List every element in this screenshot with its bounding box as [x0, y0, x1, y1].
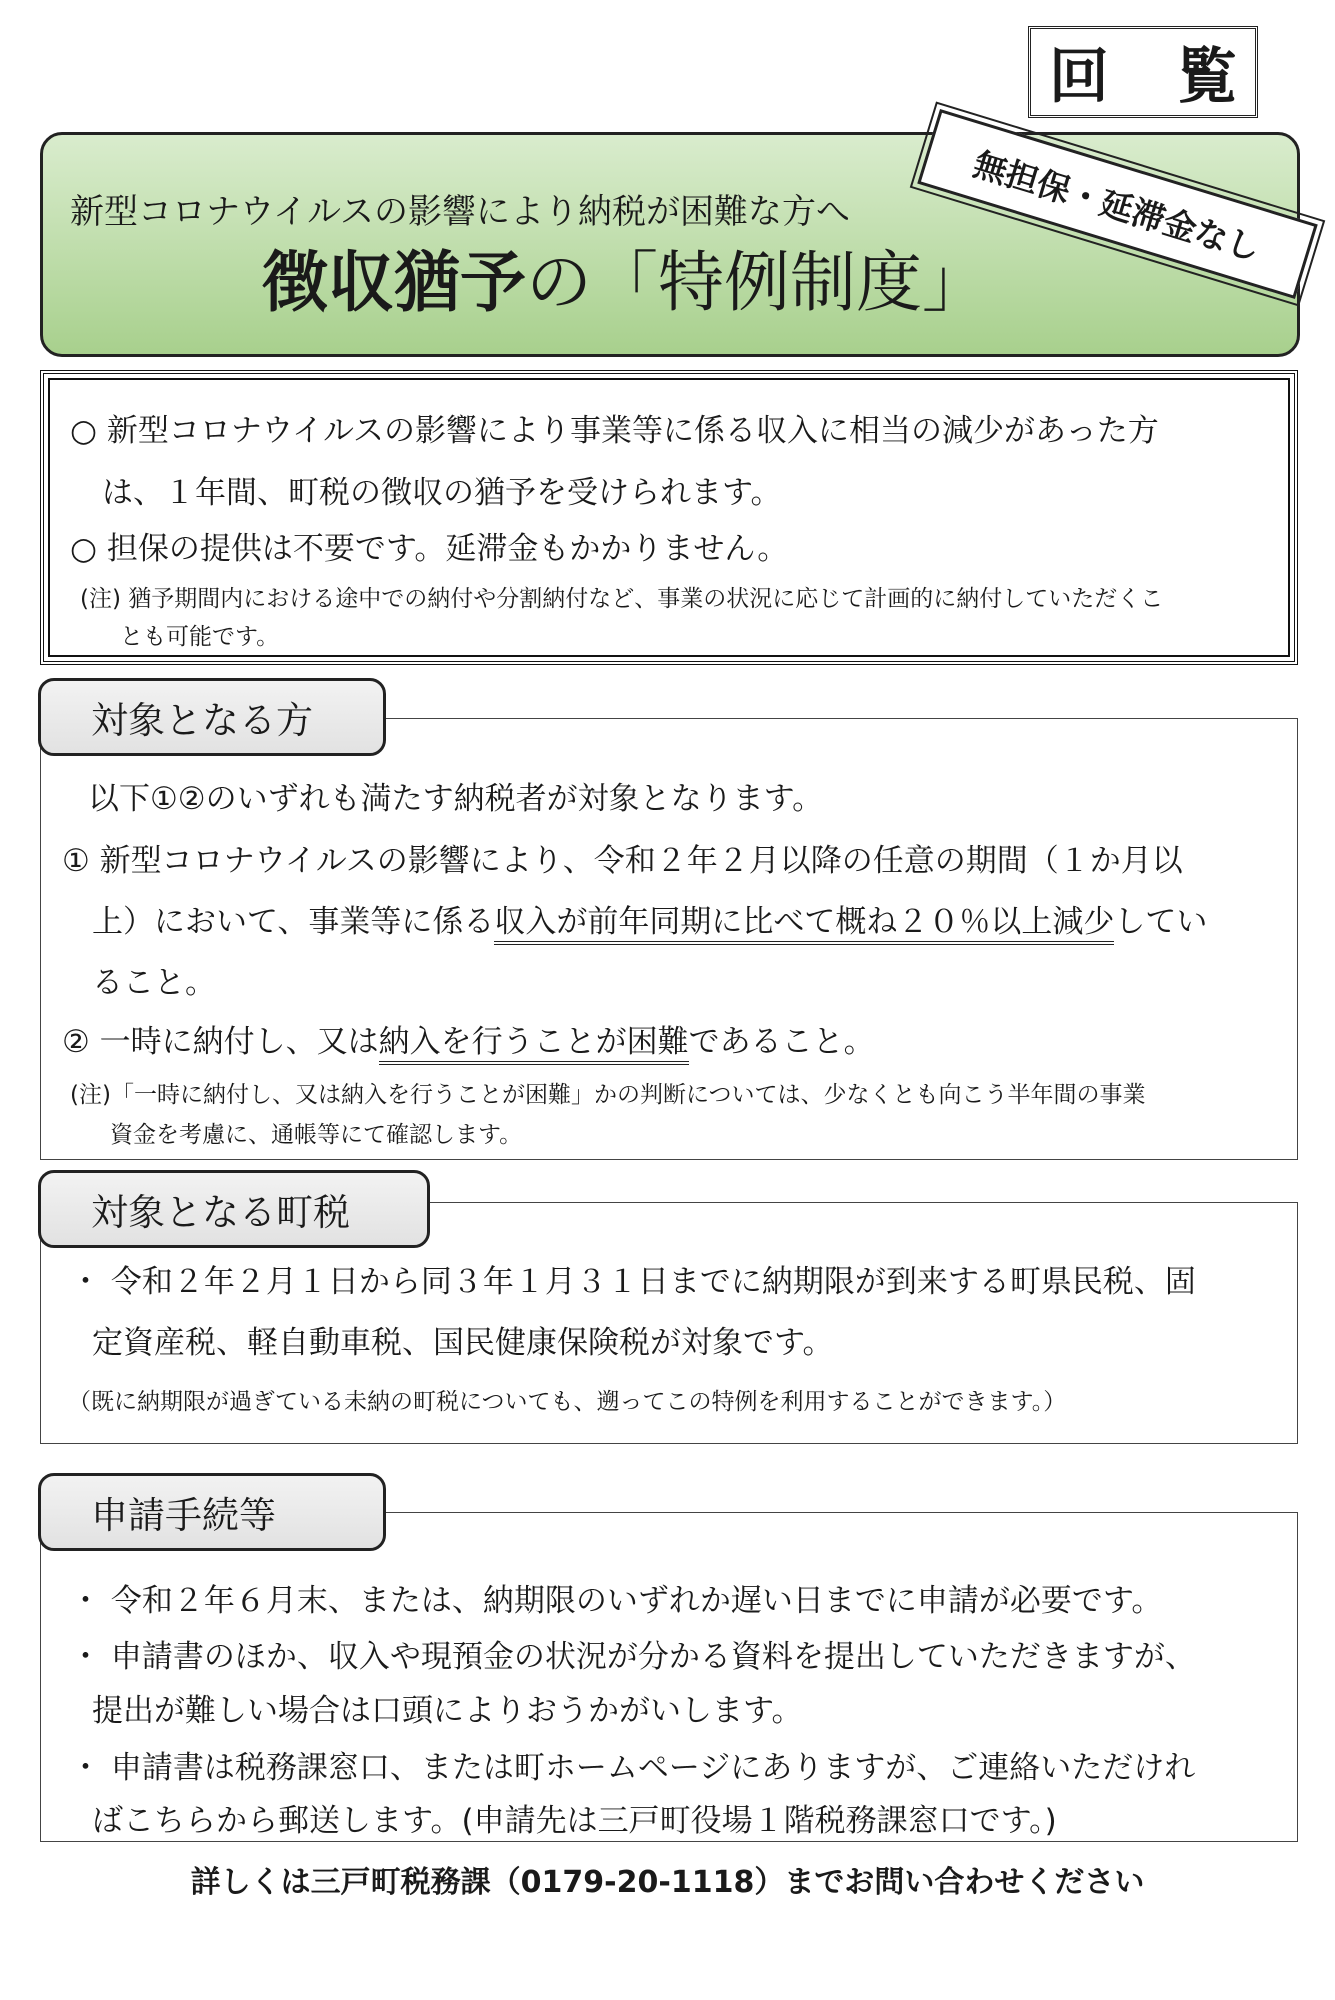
stamp-char-2: 覧	[1177, 42, 1237, 112]
summary-note-1: (注) 猶予期間内における途中での納付や分割納付など、事業の状況に応じて計画的に納付していただくこ	[80, 586, 1164, 612]
target-persons-note-2: 資金を考慮に、通帳等にて確認します。	[110, 1122, 523, 1148]
application-heading: 申請手続等	[38, 1473, 386, 1551]
condition-1-underlined: 収入が前年同期に比べて概ね２０％以上減少	[494, 904, 1114, 945]
application-frame	[40, 1512, 1298, 1842]
no-collateral-tag: 無担保・延滞金なし	[917, 109, 1318, 299]
condition-2-underlined: 納入を行うことが困難	[379, 1024, 689, 1065]
condition-1-text-c: してい	[1114, 904, 1208, 940]
summary-note-2: とも可能です。	[120, 624, 280, 650]
contact-footer: 詳しくは三戸町税務課（0179-20-1118）までお問い合わせください	[190, 1865, 1145, 1900]
target-persons-intro: 以下①②のいずれも満たす納税者が対象となります。	[88, 781, 824, 817]
application-line-5: ばこちらから郵送します。(申請先は三戸町役場１階税務課窓口です。)	[92, 1803, 1057, 1839]
target-taxes-heading: 対象となる町税	[38, 1170, 430, 1248]
banner-subtitle: 新型コロナウイルスの影響により納税が困難な方へ	[70, 192, 850, 232]
circulation-stamp	[1028, 26, 1258, 118]
banner-title-rest: の「特例制度」	[526, 244, 988, 321]
condition-1-text-a: 上）において、事業等に係る	[92, 904, 495, 940]
stamp-char-1: 回	[1049, 42, 1109, 112]
application-line-2: ・ 申請書のほか、収入や現預金の状況が分かる資料を提出していただきますが、	[70, 1639, 1196, 1675]
summary-line-1: ○ 新型コロナウイルスの影響により事業等に係る収入に相当の減少があった方	[70, 413, 1159, 449]
application-line-1: ・ 令和２年６月末、または、納期限のいずれか遅い日までに申請が必要です。	[70, 1583, 1163, 1619]
condition-1-line-3: ること。	[92, 965, 216, 1001]
condition-1-line-1: ① 新型コロナウイルスの影響により、令和２年２月以降の任意の期間（１か月以	[62, 843, 1183, 879]
target-persons-note-1: (注)「一時に納付し、又は納入を行うことが困難」かの判断については、少なくとも向こう半年間の事業	[70, 1082, 1146, 1108]
summary-line-2: は、１年間、町税の徴収の猶予を受けられます。	[102, 475, 782, 511]
target-taxes-note: （既に納期限が過ぎている未納の町税についても、遡ってこの特例を利用することができます。）	[68, 1389, 1067, 1415]
application-line-4: ・ 申請書は税務課窓口、または町ホームページにありますが、ご連絡いただけれ	[70, 1750, 1196, 1786]
target-taxes-line-1: ・ 令和２年２月１日から同３年１月３１日までに納期限が到来する町県民税、固	[70, 1264, 1196, 1300]
summary-line-3: ○ 担保の提供は不要です。延滞金もかかりません。	[70, 531, 789, 567]
target-persons-heading: 対象となる方	[38, 678, 386, 756]
condition-2	[62, 1016, 875, 1061]
condition-2-text-a: ② 一時に納付し、又は	[62, 1024, 379, 1060]
banner-title-bold: 徴収猶予	[262, 244, 526, 321]
condition-2-text-c: であること。	[688, 1024, 875, 1060]
banner-title	[262, 244, 988, 321]
target-taxes-line-2: 定資産税、軽自動車税、国民健康保険税が対象です。	[92, 1325, 834, 1361]
application-line-3: 提出が難しい場合は口頭によりおうかがいします。	[92, 1693, 803, 1729]
condition-1-line-2	[92, 896, 1207, 941]
